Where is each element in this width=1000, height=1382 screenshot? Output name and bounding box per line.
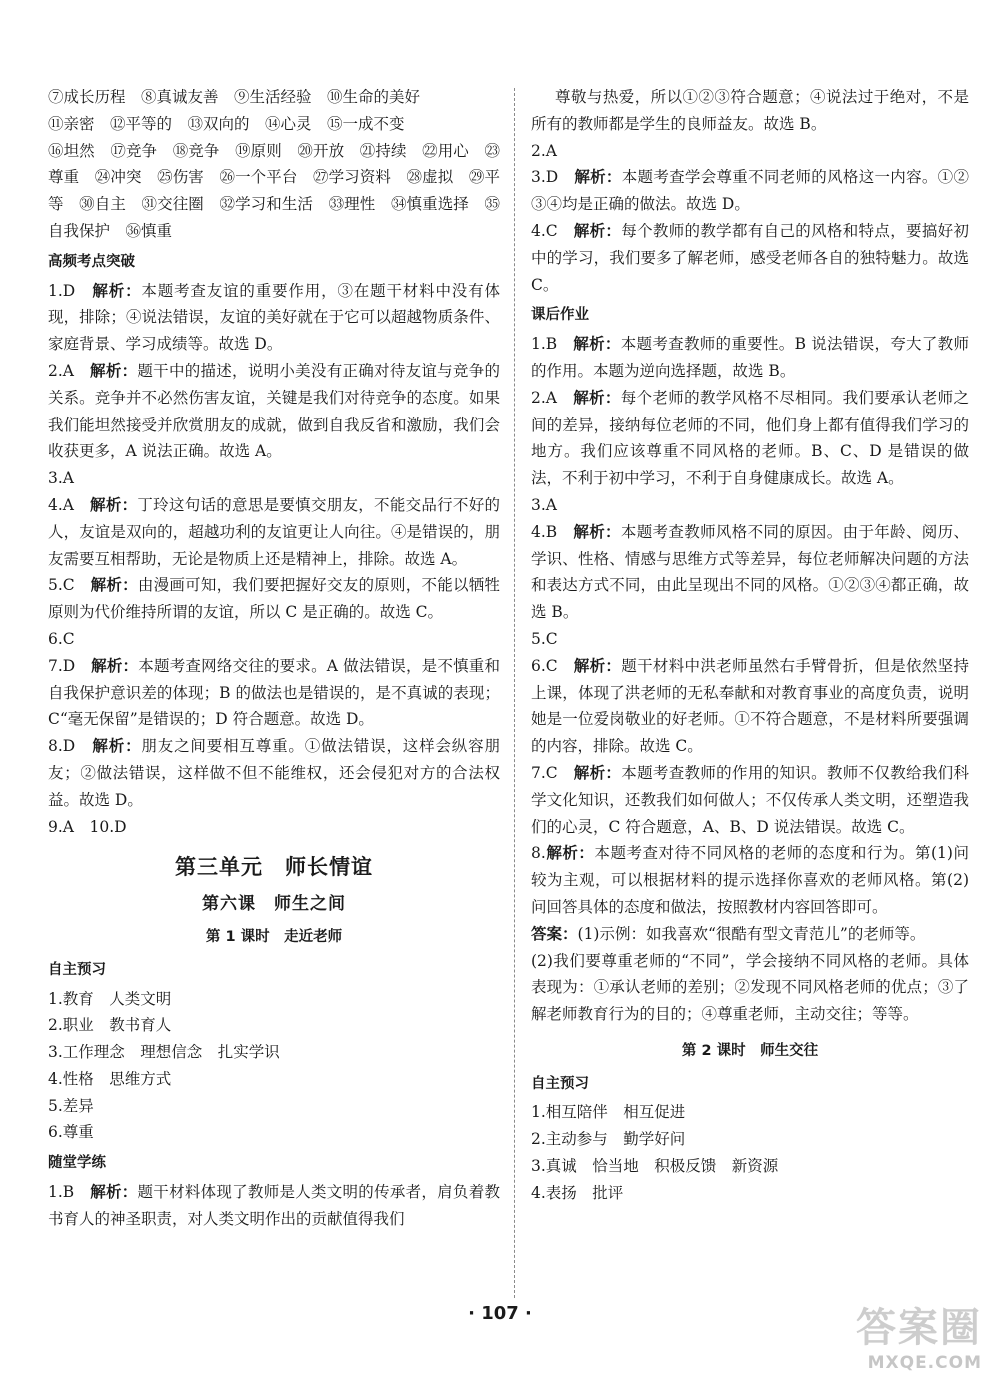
section-heading-zizhu: 自主预习 xyxy=(48,961,106,978)
unit-title: 第三单元 师长情谊 xyxy=(175,854,373,880)
answer-text: 答案：(1)示例：如我喜欢“很酷有型文青范儿”的老师等。 xyxy=(531,924,926,943)
preview-item: 6.尊重 xyxy=(48,1123,94,1142)
answer-item: 6.C xyxy=(48,629,75,648)
answer-item: 1.D 解析：本题考查友谊的重要作用，③在题干材料中没有体现，排除；④说法错误，友谊的美好就在于它可以超越物质条件、家庭背景、学习成绩等。故选 D。 xyxy=(48,281,500,354)
preview-item: 4.性格 思维方式 xyxy=(48,1069,172,1088)
page-number: · 107 · xyxy=(468,1303,532,1324)
answer-item: 8.解析：本题考查对待不同风格的老师的态度和行为。第(1)问较为主观，可以根据材料的提示选择你喜欢的老师风格。第(2)问回答具体的态度和做法，按照教材内容回答即可。 xyxy=(531,844,969,916)
answer-item: 5.C 解析：由漫画可知，我们要把握好交友的原则，不能以牺牲原则为代价维持所谓的友谊，所以 C 是正确的。故选 C。 xyxy=(48,576,500,622)
answer-continuation: 尊敬与热爱，所以①②③符合题意；④说法过于绝对，不是所有的教师都是学生的良师益友。故选 B。 xyxy=(531,88,969,133)
preview-item: 5.差异 xyxy=(48,1096,94,1115)
answer-item: 5.C xyxy=(531,629,558,648)
watermark-url: MXQE.COM xyxy=(867,1353,982,1373)
watermark-glyphs: 答案圈 xyxy=(856,1305,982,1351)
answer-item: 4.A 解析：丁玲这句话的意思是要慎交朋友，不能交品行不好的人，友谊是双向的，超越功利的友谊更让人向往。④是错误的，朋友需要互相帮助，无论是物质上还是精神上，排除。故选 A。 xyxy=(48,495,500,568)
preview-item: 3.工作理念 理想信念 扎实学识 xyxy=(48,1043,280,1062)
right-column xyxy=(531,84,969,1207)
answer-item: 2.A 解析：每个老师的教学风格不尽相同。我们要承认老师之间的差异，接纳每位老师的不同，他们身上都有值得我们学习的地方。我们应该尊重不同风格的老师。B、C、D 是错误的做法，不利于初中学习，不利于自身健康成长。故选 A。 xyxy=(531,388,969,488)
intro-line: ⑦成长历程 ⑧真诚友善 ⑨生活经验 ⑩生命的美好 xyxy=(48,88,421,106)
answer-item: 7.D 解析：本题考查网络交往的要求。A 做法错误，是不慎重和自我保护意识差的体现；B 的做法也是错误的，是不真诚的表现；C“毫无保留”是错误的；D 符合题意。故选 D。 xyxy=(48,656,500,729)
answer-item: 1.B 解析：题干材料体现了教师是人类文明的传承者，肩负着教书育人的神圣职责，对人类文明作出的贡献值得我们 xyxy=(48,1183,500,1228)
answer-item: 4.B 解析：本题考查教师风格不同的原因。由于年龄、阅历、学识、性格、情感与思维方式等差异，每位老师解决问题的方法和表达方式不同，由此呈现出不同的风格。①②③④都正确，故选 B。 xyxy=(531,522,969,622)
answer-item: 9.A 10.D xyxy=(48,817,127,836)
section-heading-gaopin: 高频考点突破 xyxy=(48,253,135,270)
watermark-logo xyxy=(802,1296,982,1373)
answer-item: 3.A xyxy=(48,469,74,488)
answer-item: 3.A xyxy=(531,495,557,514)
left-column xyxy=(48,84,500,1233)
section-heading-kehou: 课后作业 xyxy=(531,307,589,324)
section-heading-suitang: 随堂学练 xyxy=(48,1155,106,1172)
answer-item: 4.C 解析：每个教师的教学都有自己的风格和特点，要搞好初中的学习，我们要多了解老师，感受老师各自的独特魅力。故选 C。 xyxy=(531,221,969,294)
answer-item: 1.B 解析：本题考查教师的重要性。B 说法错误，夸大了教师的作用。本题为逆向选择题，故选 B。 xyxy=(531,335,969,380)
preview-item: 1.教育 人类文明 xyxy=(48,989,172,1008)
period-title: 第 2 课时 师生交往 xyxy=(681,1042,819,1059)
answer-item: 6.C 解析：题干材料中洪老师虽然右手臂骨折，但是依然坚持上课，体现了洪老师的无私奉献和对教育事业的高度负责，说明她是一位爱岗敬业的好老师。①不符合题意，不是材料所要强调的内容，排除。故选 C。 xyxy=(531,656,969,756)
answer-item: 2.A xyxy=(531,141,557,160)
answer-item: 3.D 解析：本题考查学会尊重不同老师的风格这一内容。①②③④均是正确的做法。故选 D。 xyxy=(531,168,969,214)
preview-item: 1.相互陪伴 相互促进 xyxy=(531,1103,686,1122)
answer-item: 7.C 解析：本题考查教师的作用的知识。教师不仅教给我们科学文化知识，还教我们如何做人；不仅传承人类文明，还塑造我们的心灵，C 符合题意，A、B、D 说法错误。故选 C。 xyxy=(531,763,969,836)
column-divider xyxy=(514,88,515,1298)
lesson-title: 第六课 师生之间 xyxy=(202,894,346,915)
section-heading-zizhu: 自主预习 xyxy=(531,1075,589,1092)
preview-item: 4.表扬 批评 xyxy=(531,1183,624,1202)
answer-text: (2)我们要尊重老师的“不同”，学会接纳不同风格的老师。具体表现为：①承认老师的差别；②发现不同风格老师的优点；③了解老师教育行为的目的；④尊重老师，主动交往；等等。 xyxy=(531,951,969,1024)
answer-item: 8.D 解析：朋友之间要相互尊重。①做法错误，这样会纵容朋友；②做法错误，这样做不但不能维权，还会侵犯对方的合法权益。故选 D。 xyxy=(48,737,500,809)
period-title: 第 1 课时 走近老师 xyxy=(205,928,343,945)
intro-line: ⑪亲密 ⑫平等的 ⑬双向的 ⑭心灵 ⑮一成不变 xyxy=(48,114,405,133)
preview-item: 2.主动参与 勤学好问 xyxy=(531,1130,686,1149)
intro-line: ⑯坦然 ⑰竞争 ⑱竞争 ⑲原则 ⑳开放 ㉑持续 ㉒用心 ㉓尊重 ㉔冲突 ㉕伤害 ㉖一个平台 ㉗学习资料 ㉘虚拟 ㉙平等 ㉚自主 ㉛交往圈 ㉜学习和生活 ㉝理性 ㉞慎重选择 ㉟自我保护 ㊱慎重 xyxy=(48,141,500,240)
answer-item: 2.A 解析：题干中的描述，说明小美没有正确对待友谊与竞争的关系。竞争并不必然伤害友谊，关键是我们对待竞争的态度。如果我们能坦然接受并欣赏朋友的成就，做到自我反省和激励，我们会收获更多，A 说法正确。故选 A。 xyxy=(48,361,500,461)
preview-item: 3.真诚 恰当地 积极反馈 新资源 xyxy=(531,1157,779,1176)
preview-item: 2.职业 教书育人 xyxy=(48,1016,172,1035)
